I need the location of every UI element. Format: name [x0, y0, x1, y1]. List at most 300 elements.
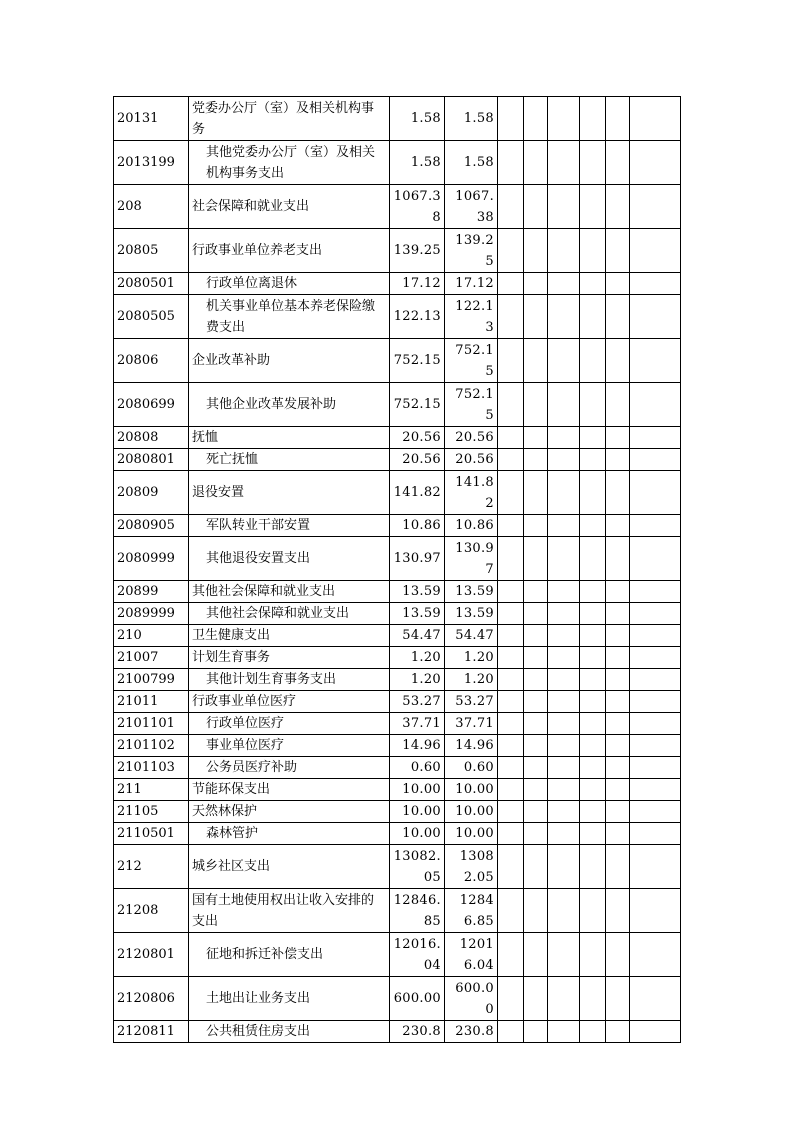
subject-name-cell: 行政事业单位医疗 — [189, 691, 390, 713]
empty-cell — [580, 801, 606, 823]
empty-cell — [548, 515, 580, 537]
empty-cell — [524, 185, 548, 229]
subject-code-cell: 21007 — [114, 647, 189, 669]
subject-name-cell: 行政事业单位养老支出 — [189, 229, 390, 273]
total-amount-cell: 1.58 — [390, 97, 445, 141]
subject-code-cell: 2013199 — [114, 141, 189, 185]
empty-cell — [498, 339, 524, 383]
total-amount-cell: 13.59 — [390, 603, 445, 625]
table-row — [114, 933, 681, 977]
empty-cell — [524, 889, 548, 933]
subject-code-cell: 20805 — [114, 229, 189, 273]
empty-cell — [548, 537, 580, 581]
empty-cell — [524, 669, 548, 691]
empty-cell — [580, 625, 606, 647]
subject-code-cell: 20809 — [114, 471, 189, 515]
empty-cell — [498, 933, 524, 977]
basic-expenditure-cell: 752.15 — [445, 383, 498, 427]
empty-cell — [606, 713, 630, 735]
empty-cell — [580, 515, 606, 537]
basic-expenditure-cell: 20.56 — [445, 449, 498, 471]
table-row — [114, 845, 681, 889]
empty-cell — [630, 339, 681, 383]
empty-cell — [630, 383, 681, 427]
empty-cell — [580, 889, 606, 933]
table-row — [114, 515, 681, 537]
total-amount-cell: 122.13 — [390, 295, 445, 339]
empty-cell — [580, 295, 606, 339]
empty-cell — [580, 735, 606, 757]
subject-name-cell: 抚恤 — [189, 427, 390, 449]
subject-name-cell: 其他社会保障和就业支出 — [189, 603, 390, 625]
empty-cell — [498, 295, 524, 339]
empty-cell — [498, 823, 524, 845]
basic-expenditure-cell: 37.71 — [445, 713, 498, 735]
empty-cell — [548, 889, 580, 933]
subject-name-cell: 其他计划生育事务支出 — [189, 669, 390, 691]
subject-name-cell: 军队转业干部安置 — [189, 515, 390, 537]
subject-code-cell: 2080501 — [114, 273, 189, 295]
basic-expenditure-cell: 13082.05 — [445, 845, 498, 889]
empty-cell — [498, 735, 524, 757]
empty-cell — [606, 889, 630, 933]
empty-cell — [498, 603, 524, 625]
subject-name-cell: 行政单位医疗 — [189, 713, 390, 735]
empty-cell — [580, 1021, 606, 1043]
empty-cell — [630, 713, 681, 735]
table-row — [114, 603, 681, 625]
total-amount-cell: 12846.85 — [390, 889, 445, 933]
total-amount-cell: 17.12 — [390, 273, 445, 295]
empty-cell — [548, 735, 580, 757]
empty-cell — [580, 845, 606, 889]
subject-code-cell: 2120811 — [114, 1021, 189, 1043]
empty-cell — [630, 273, 681, 295]
subject-code-cell: 2080699 — [114, 383, 189, 427]
total-amount-cell: 13.59 — [390, 581, 445, 603]
basic-expenditure-cell: 10.00 — [445, 779, 498, 801]
empty-cell — [548, 581, 580, 603]
subject-code-cell: 21208 — [114, 889, 189, 933]
table-row — [114, 273, 681, 295]
total-amount-cell: 20.56 — [390, 449, 445, 471]
empty-cell — [606, 779, 630, 801]
subject-name-cell: 卫生健康支出 — [189, 625, 390, 647]
table-row — [114, 713, 681, 735]
table-row — [114, 1021, 681, 1043]
subject-name-cell: 其他企业改革发展补助 — [189, 383, 390, 427]
empty-cell — [606, 603, 630, 625]
empty-cell — [606, 823, 630, 845]
empty-cell — [548, 823, 580, 845]
empty-cell — [630, 141, 681, 185]
empty-cell — [580, 339, 606, 383]
empty-cell — [630, 801, 681, 823]
empty-cell — [548, 339, 580, 383]
table-row — [114, 647, 681, 669]
total-amount-cell: 53.27 — [390, 691, 445, 713]
empty-cell — [606, 229, 630, 273]
empty-cell — [498, 779, 524, 801]
basic-expenditure-cell: 14.96 — [445, 735, 498, 757]
total-amount-cell: 0.60 — [390, 757, 445, 779]
empty-cell — [524, 801, 548, 823]
empty-cell — [630, 735, 681, 757]
total-amount-cell: 752.15 — [390, 383, 445, 427]
total-amount-cell: 14.96 — [390, 735, 445, 757]
subject-name-cell: 城乡社区支出 — [189, 845, 390, 889]
subject-name-cell: 其他党委办公厅（室）及相关机构事务支出 — [189, 141, 390, 185]
empty-cell — [548, 449, 580, 471]
empty-cell — [580, 757, 606, 779]
empty-cell — [606, 185, 630, 229]
empty-cell — [498, 713, 524, 735]
empty-cell — [498, 801, 524, 823]
empty-cell — [580, 141, 606, 185]
empty-cell — [580, 537, 606, 581]
empty-cell — [606, 537, 630, 581]
total-amount-cell: 1.20 — [390, 647, 445, 669]
total-amount-cell: 10.00 — [390, 779, 445, 801]
subject-name-cell: 社会保障和就业支出 — [189, 185, 390, 229]
subject-code-cell: 2101102 — [114, 735, 189, 757]
empty-cell — [630, 647, 681, 669]
empty-cell — [606, 735, 630, 757]
table-row — [114, 471, 681, 515]
basic-expenditure-cell: 1.58 — [445, 141, 498, 185]
empty-cell — [580, 691, 606, 713]
empty-cell — [630, 669, 681, 691]
table-row — [114, 581, 681, 603]
table-row — [114, 449, 681, 471]
total-amount-cell: 130.97 — [390, 537, 445, 581]
basic-expenditure-cell: 139.25 — [445, 229, 498, 273]
subject-code-cell: 2100799 — [114, 669, 189, 691]
table-row — [114, 383, 681, 427]
total-amount-cell: 1.58 — [390, 141, 445, 185]
basic-expenditure-cell: 10.00 — [445, 801, 498, 823]
empty-cell — [548, 141, 580, 185]
empty-cell — [524, 383, 548, 427]
subject-name-cell: 退役安置 — [189, 471, 390, 515]
basic-expenditure-cell: 13.59 — [445, 603, 498, 625]
empty-cell — [630, 757, 681, 779]
basic-expenditure-cell: 1.20 — [445, 669, 498, 691]
subject-name-cell: 国有土地使用权出让收入安排的支出 — [189, 889, 390, 933]
empty-cell — [524, 449, 548, 471]
total-amount-cell: 12016.04 — [390, 933, 445, 977]
total-amount-cell: 10.86 — [390, 515, 445, 537]
empty-cell — [630, 977, 681, 1021]
empty-cell — [548, 383, 580, 427]
basic-expenditure-cell: 10.86 — [445, 515, 498, 537]
empty-cell — [524, 713, 548, 735]
basic-expenditure-cell: 130.97 — [445, 537, 498, 581]
empty-cell — [606, 977, 630, 1021]
subject-code-cell: 2120801 — [114, 933, 189, 977]
empty-cell — [630, 1021, 681, 1043]
basic-expenditure-cell: 1.58 — [445, 97, 498, 141]
empty-cell — [548, 273, 580, 295]
empty-cell — [580, 273, 606, 295]
empty-cell — [606, 273, 630, 295]
subject-code-cell: 20808 — [114, 427, 189, 449]
empty-cell — [580, 427, 606, 449]
basic-expenditure-cell: 0.60 — [445, 757, 498, 779]
total-amount-cell: 1.20 — [390, 669, 445, 691]
basic-expenditure-cell: 17.12 — [445, 273, 498, 295]
empty-cell — [498, 471, 524, 515]
empty-cell — [580, 823, 606, 845]
empty-cell — [580, 647, 606, 669]
subject-name-cell: 森林管护 — [189, 823, 390, 845]
subject-name-cell: 节能环保支出 — [189, 779, 390, 801]
subject-name-cell: 死亡抚恤 — [189, 449, 390, 471]
subject-code-cell: 20899 — [114, 581, 189, 603]
subject-name-cell: 土地出让业务支出 — [189, 977, 390, 1021]
empty-cell — [580, 713, 606, 735]
basic-expenditure-cell: 12846.85 — [445, 889, 498, 933]
subject-name-cell: 党委办公厅（室）及相关机构事务 — [189, 97, 390, 141]
subject-name-cell: 计划生育事务 — [189, 647, 390, 669]
empty-cell — [606, 515, 630, 537]
basic-expenditure-cell: 122.13 — [445, 295, 498, 339]
empty-cell — [548, 229, 580, 273]
empty-cell — [630, 537, 681, 581]
empty-cell — [580, 471, 606, 515]
total-amount-cell: 1067.38 — [390, 185, 445, 229]
basic-expenditure-cell: 600.00 — [445, 977, 498, 1021]
table-row — [114, 735, 681, 757]
table-row — [114, 625, 681, 647]
subject-name-cell: 企业改革补助 — [189, 339, 390, 383]
empty-cell — [580, 581, 606, 603]
empty-cell — [606, 647, 630, 669]
table-row — [114, 823, 681, 845]
empty-cell — [498, 97, 524, 141]
empty-cell — [524, 691, 548, 713]
total-amount-cell: 752.15 — [390, 339, 445, 383]
subject-code-cell: 2080905 — [114, 515, 189, 537]
empty-cell — [606, 691, 630, 713]
empty-cell — [548, 977, 580, 1021]
empty-cell — [630, 603, 681, 625]
table-row — [114, 339, 681, 383]
total-amount-cell: 10.00 — [390, 823, 445, 845]
subject-name-cell: 公共租赁住房支出 — [189, 1021, 390, 1043]
empty-cell — [524, 295, 548, 339]
basic-expenditure-cell: 12016.04 — [445, 933, 498, 977]
empty-cell — [580, 933, 606, 977]
empty-cell — [498, 757, 524, 779]
empty-cell — [580, 449, 606, 471]
basic-expenditure-cell: 20.56 — [445, 427, 498, 449]
empty-cell — [606, 97, 630, 141]
empty-cell — [498, 141, 524, 185]
empty-cell — [498, 537, 524, 581]
empty-cell — [548, 427, 580, 449]
subject-name-cell: 征地和拆迁补偿支出 — [189, 933, 390, 977]
table-row — [114, 97, 681, 141]
subject-code-cell: 208 — [114, 185, 189, 229]
empty-cell — [548, 625, 580, 647]
basic-expenditure-cell: 752.15 — [445, 339, 498, 383]
empty-cell — [524, 537, 548, 581]
empty-cell — [630, 185, 681, 229]
empty-cell — [630, 471, 681, 515]
subject-code-cell: 2101101 — [114, 713, 189, 735]
empty-cell — [548, 801, 580, 823]
subject-code-cell: 21011 — [114, 691, 189, 713]
empty-cell — [498, 581, 524, 603]
total-amount-cell: 20.56 — [390, 427, 445, 449]
empty-cell — [524, 229, 548, 273]
empty-cell — [498, 515, 524, 537]
table-row — [114, 977, 681, 1021]
subject-code-cell: 20131 — [114, 97, 189, 141]
table-row — [114, 669, 681, 691]
empty-cell — [498, 977, 524, 1021]
empty-cell — [524, 757, 548, 779]
total-amount-cell: 13082.05 — [390, 845, 445, 889]
basic-expenditure-cell: 230.8 — [445, 1021, 498, 1043]
empty-cell — [606, 933, 630, 977]
empty-cell — [524, 933, 548, 977]
empty-cell — [606, 471, 630, 515]
empty-cell — [524, 273, 548, 295]
total-amount-cell: 141.82 — [390, 471, 445, 515]
empty-cell — [630, 427, 681, 449]
empty-cell — [606, 141, 630, 185]
empty-cell — [548, 713, 580, 735]
empty-cell — [630, 229, 681, 273]
empty-cell — [606, 845, 630, 889]
table-row — [114, 779, 681, 801]
empty-cell — [524, 625, 548, 647]
empty-cell — [606, 625, 630, 647]
table-row — [114, 141, 681, 185]
empty-cell — [630, 449, 681, 471]
empty-cell — [580, 185, 606, 229]
empty-cell — [524, 471, 548, 515]
subject-name-cell: 事业单位医疗 — [189, 735, 390, 757]
empty-cell — [524, 581, 548, 603]
empty-cell — [498, 185, 524, 229]
empty-cell — [580, 603, 606, 625]
basic-expenditure-cell: 1067.38 — [445, 185, 498, 229]
empty-cell — [606, 427, 630, 449]
empty-cell — [548, 185, 580, 229]
empty-cell — [524, 97, 548, 141]
empty-cell — [630, 823, 681, 845]
empty-cell — [580, 97, 606, 141]
empty-cell — [548, 97, 580, 141]
basic-expenditure-cell: 54.47 — [445, 625, 498, 647]
table-row — [114, 757, 681, 779]
subject-code-cell: 2080801 — [114, 449, 189, 471]
empty-cell — [630, 581, 681, 603]
table-row — [114, 889, 681, 933]
budget-expenditure-table — [113, 96, 681, 1043]
empty-cell — [548, 647, 580, 669]
empty-cell — [498, 647, 524, 669]
empty-cell — [630, 845, 681, 889]
empty-cell — [524, 823, 548, 845]
empty-cell — [524, 141, 548, 185]
empty-cell — [524, 603, 548, 625]
empty-cell — [606, 801, 630, 823]
empty-cell — [524, 515, 548, 537]
empty-cell — [630, 515, 681, 537]
subject-code-cell: 2089999 — [114, 603, 189, 625]
empty-cell — [606, 449, 630, 471]
subject-name-cell: 行政单位离退休 — [189, 273, 390, 295]
total-amount-cell: 139.25 — [390, 229, 445, 273]
empty-cell — [524, 735, 548, 757]
subject-code-cell: 2110501 — [114, 823, 189, 845]
empty-cell — [548, 779, 580, 801]
empty-cell — [580, 779, 606, 801]
empty-cell — [548, 757, 580, 779]
total-amount-cell: 600.00 — [390, 977, 445, 1021]
subject-code-cell: 2080505 — [114, 295, 189, 339]
subject-code-cell: 2080999 — [114, 537, 189, 581]
empty-cell — [498, 625, 524, 647]
empty-cell — [524, 427, 548, 449]
table-row — [114, 801, 681, 823]
empty-cell — [548, 933, 580, 977]
empty-cell — [548, 845, 580, 889]
subject-code-cell: 211 — [114, 779, 189, 801]
empty-cell — [524, 845, 548, 889]
empty-cell — [498, 427, 524, 449]
empty-cell — [498, 229, 524, 273]
empty-cell — [630, 625, 681, 647]
empty-cell — [498, 449, 524, 471]
subject-code-cell: 2120806 — [114, 977, 189, 1021]
subject-code-cell: 210 — [114, 625, 189, 647]
empty-cell — [524, 647, 548, 669]
subject-code-cell: 20806 — [114, 339, 189, 383]
empty-cell — [606, 383, 630, 427]
empty-cell — [606, 581, 630, 603]
empty-cell — [580, 669, 606, 691]
empty-cell — [548, 1021, 580, 1043]
subject-name-cell: 机关事业单位基本养老保险缴费支出 — [189, 295, 390, 339]
empty-cell — [606, 295, 630, 339]
empty-cell — [524, 339, 548, 383]
empty-cell — [498, 669, 524, 691]
empty-cell — [498, 889, 524, 933]
empty-cell — [630, 691, 681, 713]
empty-cell — [498, 845, 524, 889]
empty-cell — [524, 977, 548, 1021]
empty-cell — [606, 669, 630, 691]
table-row — [114, 691, 681, 713]
total-amount-cell: 37.71 — [390, 713, 445, 735]
empty-cell — [630, 97, 681, 141]
empty-cell — [580, 977, 606, 1021]
empty-cell — [498, 691, 524, 713]
basic-expenditure-cell: 10.00 — [445, 823, 498, 845]
empty-cell — [498, 1021, 524, 1043]
subject-name-cell: 公务员医疗补助 — [189, 757, 390, 779]
table-row — [114, 427, 681, 449]
empty-cell — [630, 779, 681, 801]
empty-cell — [606, 1021, 630, 1043]
total-amount-cell: 10.00 — [390, 801, 445, 823]
subject-code-cell: 2101103 — [114, 757, 189, 779]
